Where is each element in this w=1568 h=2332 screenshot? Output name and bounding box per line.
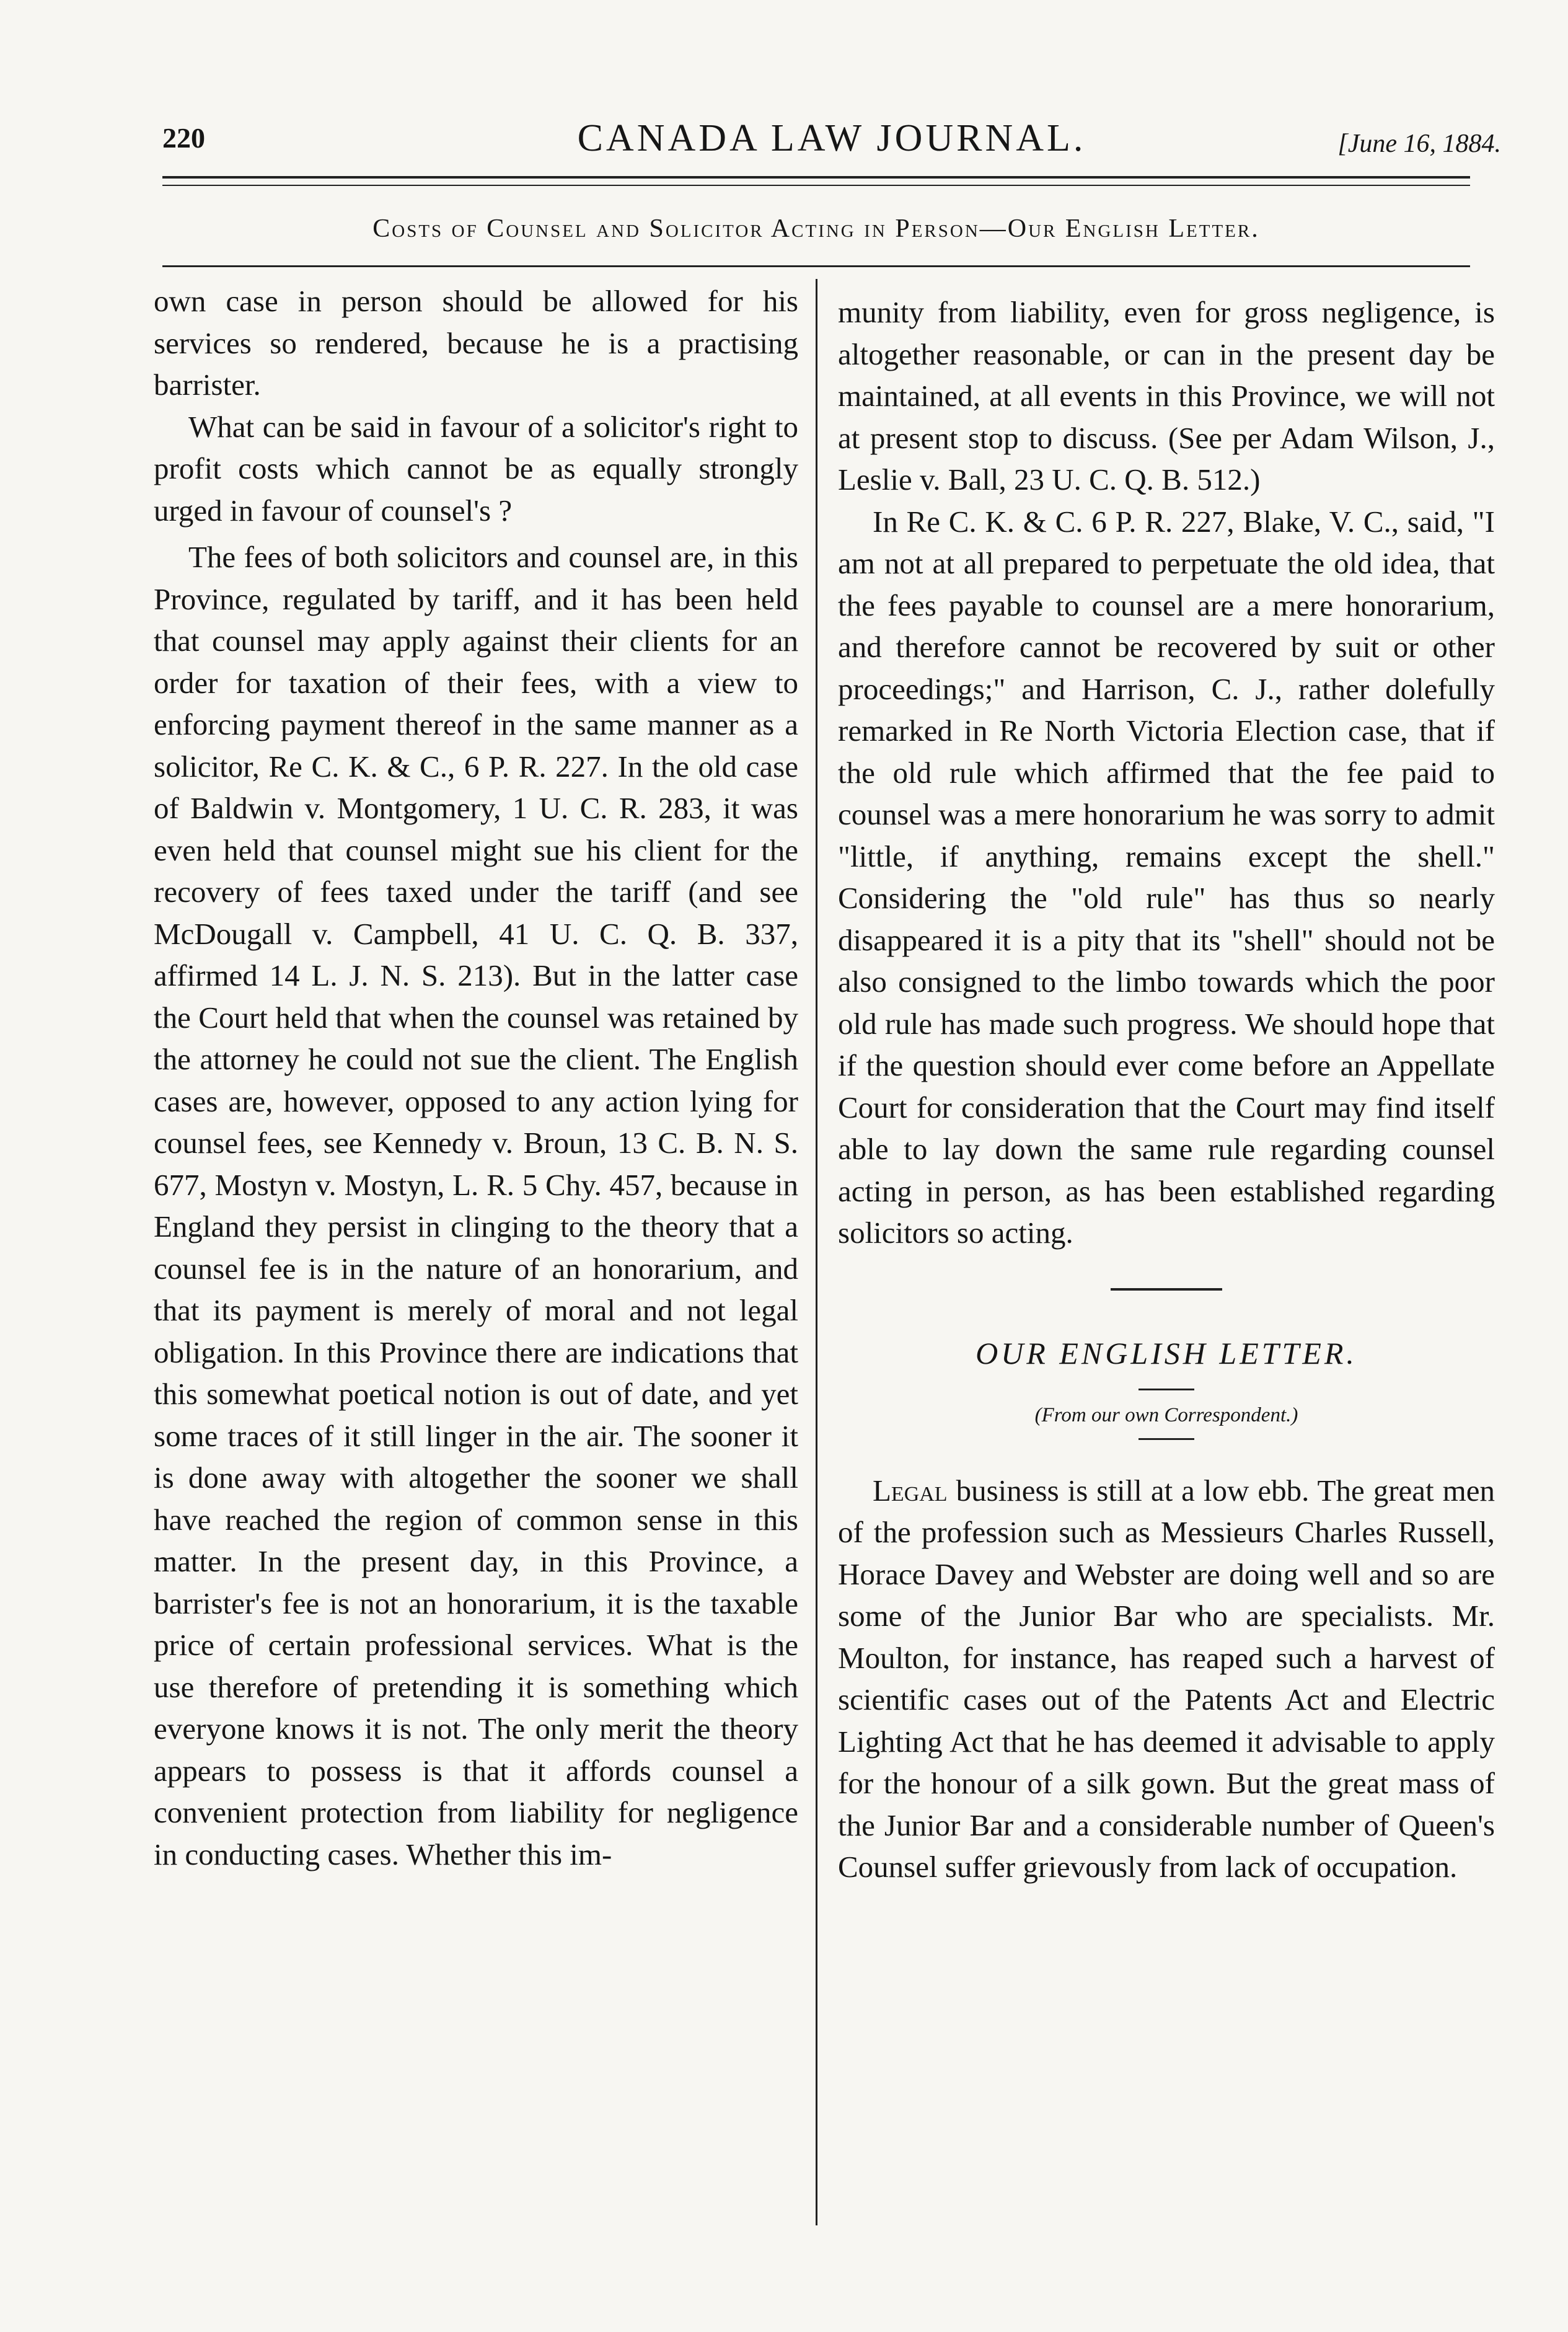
left-paragraph-3: The fees of both solicitors and counsel are, in this Province, regulated by tariff, and it has been held that counsel may apply against their clients for an order for taxation of their fees, with a view to enforcing payment thereof in the same manner as a solicitor, Re C. K. & C., 6 P. R. 227. In the old case of Baldwin v. Montgomery, 1 U. C. R. 283, it was even held that counsel might sue his client for the recovery of fees taxed under the tariff (and see McDougall v. Campbell, 41 U. C. Q. B. 337, affirmed 14 L. J. N. S. 213). But in the latter case the Court held that when the counsel was retained by the attorney he could not sue the client. The English cases are, however, opposed to any action lying for counsel fees, see Kennedy v. Broun, 13 C. B. N. S. 677, Mostyn v. Mostyn, L. R. 5 Chy. 457, because in England they persist in clinging to the theory that a counsel fee is in the nature of an honorarium, and that its payment is merely of moral and not legal obligation. In this Province there are indications that this somewhat poetical notion is out of date, and yet some traces of it still linger in the air. The sooner it is done away with altogether the sooner we shall have reached the region of common sense in this matter. In the present day, in this Province, a barrister's fee is not an honorarium, it is the taxable price of certain professional services. What is the use therefore of pretending it is something which everyone knows it is not. The only merit the theory appears to possess is that it affords counsel a convenient protection from liability for negligence in conducting cases. Whether this im- xyxy=(154,540,798,1871)
letter-title: OUR ENGLISH LETTER. xyxy=(976,1335,1357,1371)
right-paragraph-2: In Re C. K. & C. 6 P. R. 227, Blake, V. C., said, "I am not at all prepared to perpetuate the old idea, that the fees payable to counsel are a mere honorarium, and therefore cannot be recovered by suit or other proceedings;" and Harrison, C. J., rather dolefully remarked in Re North Victoria Election case, that if the old rule which affirmed that the fee paid to counsel was a mere honorarium he was sorry to admit "little, if anything, remains except the shell." Considering the "old rule" has thus so nearly disappeared it is a pity that its "shell" should not be also consigned to the limbo towards which the poor old rule has made such progress. We should hope that if the question should ever come before an Appellate Court for consideration that the Court may find itself able to lay down the same rule regarding counsel acting in person, as has been established regarding solicitors so acting. xyxy=(838,504,1495,1250)
byline-rule xyxy=(1139,1438,1194,1440)
running-header xyxy=(162,117,1501,172)
left-paragraph-2: What can be said in favour of a solicitor's right to profit costs which cannot be as equally strongly urged in favour of counsel's ? xyxy=(154,409,798,528)
section-header-rule xyxy=(162,265,1470,267)
journal-title: CANADA LAW JOURNAL. xyxy=(577,117,1086,159)
header-rule-thick xyxy=(162,176,1470,179)
letter-paragraph-1 xyxy=(838,1470,1495,1888)
left-paragraph-1: own case in person should be allowed for his services so rendered, because he is a practising barrister. xyxy=(154,284,798,402)
title-rule xyxy=(1139,1389,1194,1390)
header-rule-thin xyxy=(162,185,1470,186)
letter-body: business is still at a low ebb. The great men of the profession such as Messieurs Charles Russell, Horace Davey and Webster are doing well and so are some of the Junior Bar who are specialists. Mr. Moulton, for instance, has reaped such a harvest of scientific cases out of the Patents Act and Electric Lighting Act that he has deemed it advisable to apply for the honour of a silk gown. But the great mass of the Junior Bar and a considerable number of Queen's Counsel suffer grievously from lack of occupation. xyxy=(838,1473,1495,1884)
right-paragraph-1: munity from liability, even for gross negligence, is altogether reasonable, or can in the present day be maintained, at all events in this Province, we will not at present stop to discuss. (See per Adam Wilson, J., Leslie v. Ball, 23 U. C. Q. B. 512.) xyxy=(838,295,1495,497)
letter-lead-word: Legal xyxy=(873,1473,948,1508)
right-column xyxy=(838,291,1495,1888)
article-separator-rule xyxy=(1111,1288,1222,1291)
section-header: Costs of Counsel and Solicitor Acting in Person—Our English Letter. xyxy=(372,214,1260,243)
left-column xyxy=(154,280,798,1875)
page-number: 220 xyxy=(162,122,205,154)
column-divider xyxy=(816,279,817,2225)
issue-date: [June 16, 1884. xyxy=(1337,130,1501,158)
byline: (From our own Correspondent.) xyxy=(1034,1403,1298,1426)
